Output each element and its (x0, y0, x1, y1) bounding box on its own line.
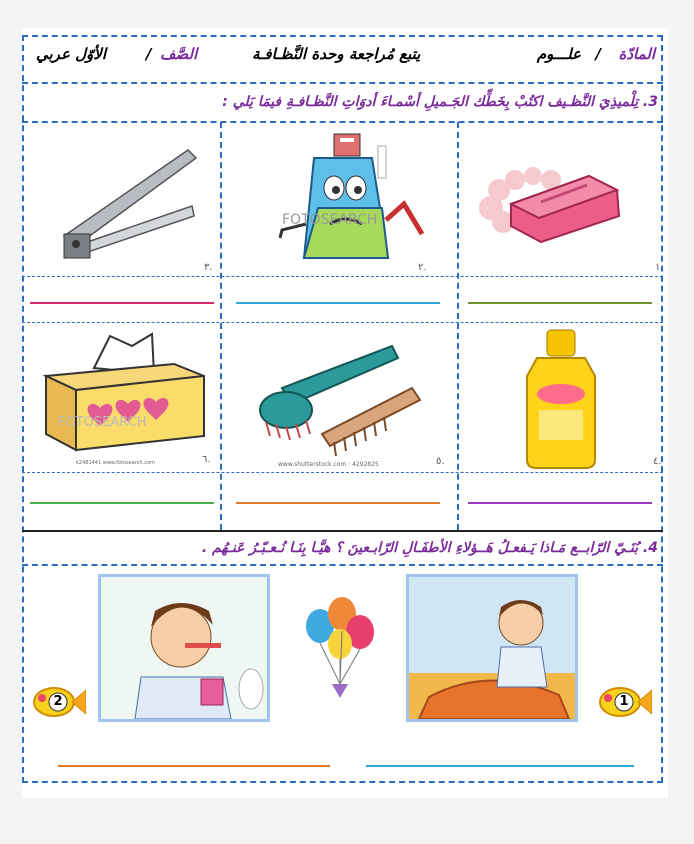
shampoo-bottle-icon (459, 324, 663, 472)
boy-making-bed-icon (409, 577, 575, 719)
soap-icon (459, 124, 663, 274)
question-3-divider (22, 121, 663, 123)
scene-number-1: 1 (619, 694, 629, 709)
answer-line-1[interactable] (468, 302, 652, 304)
image-caption: www.shutterstock.com · 4292825 (278, 461, 379, 468)
question-3-prompt: 3. تِلْميذِيَ النَّظـيف اكتُبْ بِخَطِّك الجَـميلِ أسْمـاءَ أدوَاتِ النَّظـافـةِ فيمَا يَلي : (222, 94, 658, 110)
item-number: ١. (655, 262, 664, 273)
image-caption: k2481441 www.fotosearch.com (76, 460, 155, 466)
answer-line-3[interactable] (30, 302, 214, 304)
item-number: ٥. (436, 456, 445, 467)
tissue-box-icon (24, 324, 220, 472)
scene-brushing-teeth (98, 574, 270, 722)
grade-value: الأوّل عربي (36, 45, 106, 63)
answer-line-2[interactable] (236, 302, 440, 304)
question-4-divider (22, 530, 663, 532)
nail-clipper-icon (24, 124, 220, 274)
answer-line-6[interactable] (30, 502, 214, 504)
item-number: ٦. (202, 454, 211, 465)
boy-brushing-teeth-icon (101, 577, 267, 719)
item-number: ٢. (418, 262, 427, 273)
nail-clipper-cell (24, 124, 238, 274)
item-number: ٤. (653, 456, 662, 467)
brush-comb-cell (222, 324, 445, 474)
toothpaste-icon (222, 124, 456, 274)
watermark: FOTOSEARCH (58, 415, 147, 430)
header-divider (22, 82, 663, 84)
subject-value: علـــوم (536, 45, 581, 63)
question-4-prompt: 4. بُنَـيّ الرّابــع مَـاذا يَـفعـلُ هَــؤلاءِ الأطفَـالِ الرّابـعينَ ؟ هيَّـا بِنَـا نُـعـبّـرُ عَنـهُم . (201, 540, 658, 556)
brush-and-comb-icon (222, 324, 456, 472)
shampoo-cell (459, 324, 673, 474)
worksheet-header (22, 35, 663, 81)
grid-line (22, 276, 663, 277)
balloons-icon (298, 592, 382, 702)
answer-line-scene-1[interactable] (366, 765, 634, 767)
unit-title: يتبع مُراجعة وحدة النَّظـافـة (252, 45, 421, 63)
scene-number-2: 2 (53, 694, 63, 709)
subject-separator: / (595, 45, 601, 63)
scene-making-bed (406, 574, 578, 722)
grid-line (22, 322, 663, 323)
tissue-cell (24, 324, 238, 474)
grade-label: الصَّف (160, 45, 198, 63)
answer-line-5[interactable] (236, 502, 440, 504)
item-number: ٣. (204, 262, 213, 273)
soap-cell (459, 124, 673, 274)
grade-separator: / (146, 45, 152, 63)
watermark: FOTOSEARCH (282, 212, 378, 228)
question-4-prompt-divider (22, 564, 663, 566)
answer-line-scene-2[interactable] (58, 765, 330, 767)
toothpaste-cell (222, 124, 436, 274)
subject-label: المادّة (618, 45, 655, 63)
answer-line-4[interactable] (468, 502, 652, 504)
